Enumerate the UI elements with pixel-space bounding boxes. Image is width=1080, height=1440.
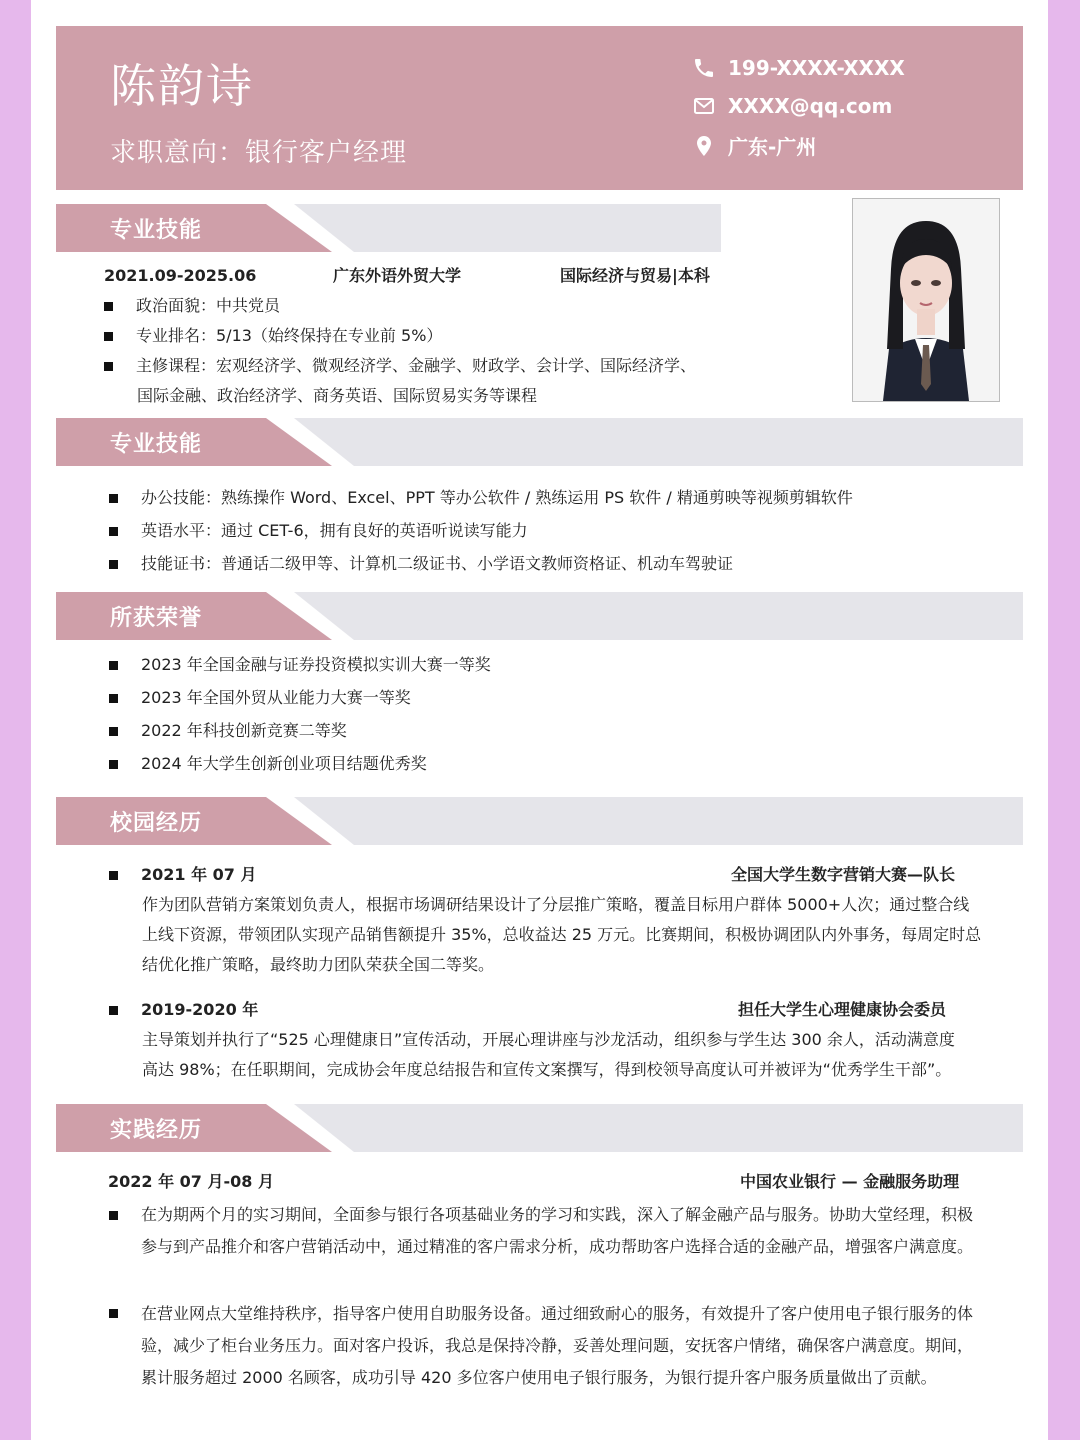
- candidate-name: 陈韵诗: [110, 59, 254, 113]
- section-title: 专业技能: [110, 218, 203, 243]
- section-campus-header: [56, 797, 1023, 845]
- list-item: 英语水平：通过 CET-6，拥有良好的英语听说读写能力: [109, 516, 528, 546]
- band-gray: [294, 204, 721, 252]
- list-item: 在营业网点大堂维持秩序，指导客户使用自助服务设备。通过细致耐心的服务，有效提升了客户使用电子银行服务的体 验，减少了柜台业务压力。面对客户投诉，我总是保持冷静，妥善处理问题，安抚客户情绪，确保客户满意度。期间， 累计服务超过 2000 名顾客，成功引导 420 多位客户使用电子银行服务，为银行提升客户服务质量做出了贡献。: [109, 1298, 1009, 1394]
- mail-icon: [692, 94, 716, 118]
- list-item: 专业排名：5/13（始终保持在专业前 5%）: [104, 321, 442, 351]
- entry-date: 2019-2020 年: [109, 995, 258, 1025]
- entry-description: 主导策划并执行了“525 心理健康日”宣传活动，开展心理讲座与沙龙活动，组织参与学生达 300 余人，活动满意度 高达 98%；在任职期间，完成协会年度总结报告和宣传文案撰写，得到校领导高度认可并被评为“优秀学生干部”。: [142, 1030, 955, 1079]
- section-honors-header: [56, 592, 1023, 640]
- list-item: 政治面貌：中共党员: [104, 291, 280, 321]
- list-item: 主修课程：宏观经济学、微观经济学、金融学、财政学、会计学、国际经济学、: [104, 351, 696, 381]
- list-item: 技能证书：普通话二级甲等、计算机二级证书、小学语文教师资格证、机动车驾驶证: [109, 549, 733, 579]
- job-intent: 求职意向：银行客户经理: [110, 138, 408, 168]
- email-text: XXXX@qq.com: [728, 94, 893, 118]
- edu-major: 国际经济与贸易|本科: [560, 266, 710, 285]
- band-gray: [294, 1104, 1023, 1152]
- entry-role: 全国大学生数字营销大赛—队长: [731, 865, 956, 884]
- band-gray: [294, 797, 1023, 845]
- section-title: 校园经历: [110, 811, 203, 836]
- resume-page: [31, 0, 1048, 1440]
- list-item: 2022 年科技创新竞赛二等奖: [109, 716, 347, 746]
- band-gray: [294, 592, 1023, 640]
- phone-icon: [692, 56, 716, 80]
- entry-description: 作为团队营销方案策划负责人，根据市场调研结果设计了分层推广策略，覆盖目标用户群体 5000+人次；通过整合线 上线下资源，带领团队实现产品销售额提升 35%，总收益达 25 万元。比赛期间，积极协调团队内外事务，每周定时总 结优化推广策略，最终助力团队荣获全国二等奖。: [142, 895, 982, 974]
- practice-date: 2022 年 07 月-08 月: [108, 1172, 274, 1191]
- list-item: 在为期两个月的实习期间，全面参与银行各项基础业务的学习和实践，深入了解金融产品与服务。协助大堂经理，积极 参与到产品推介和客户营销活动中，通过精准的客户需求分析，成功帮助客户选择合适的金融产品，增强客户满意度。: [109, 1200, 1009, 1264]
- location-text: 广东-广州: [728, 135, 817, 159]
- edu-school: 广东外语外贸大学: [333, 266, 462, 285]
- phone-contact: [692, 56, 905, 80]
- section-title: 专业技能: [110, 432, 203, 457]
- location-contact: [692, 131, 816, 160]
- resume-header: [56, 26, 1023, 190]
- list-item: 办公技能：熟练操作 Word、Excel、PPT 等办公软件 / 熟练运用 PS 软件 / 精通剪映等视频剪辑软件: [109, 483, 853, 513]
- email-contact: [692, 94, 892, 118]
- section-title: 实践经历: [110, 1118, 203, 1143]
- phone-text: 199-XXXX-XXXX: [728, 56, 905, 80]
- practice-role: 中国农业银行 — 金融服务助理: [740, 1172, 960, 1191]
- section-practice-header: [56, 1104, 1023, 1152]
- entry-role: 担任大学生心理健康协会委员: [738, 1000, 947, 1019]
- section-skills-header: [56, 418, 1023, 466]
- entry-date: 2021 年 07 月: [109, 860, 257, 890]
- list-item: 2024 年大学生创新创业项目结题优秀奖: [109, 749, 427, 779]
- edu-period: 2021.09-2025.06: [104, 266, 257, 285]
- band-gray: [294, 418, 1023, 466]
- location-pin-icon: [692, 134, 716, 158]
- portrait-illustration: [853, 199, 999, 401]
- list-item-continued: 国际金融、政治经济学、商务英语、国际贸易实务等课程: [137, 386, 538, 405]
- section-title: 所获荣誉: [110, 606, 203, 631]
- list-item: 2023 年全国外贸从业能力大赛一等奖: [109, 683, 411, 713]
- profile-photo: [852, 198, 1000, 402]
- list-item: 2023 年全国金融与证券投资模拟实训大赛一等奖: [109, 650, 491, 680]
